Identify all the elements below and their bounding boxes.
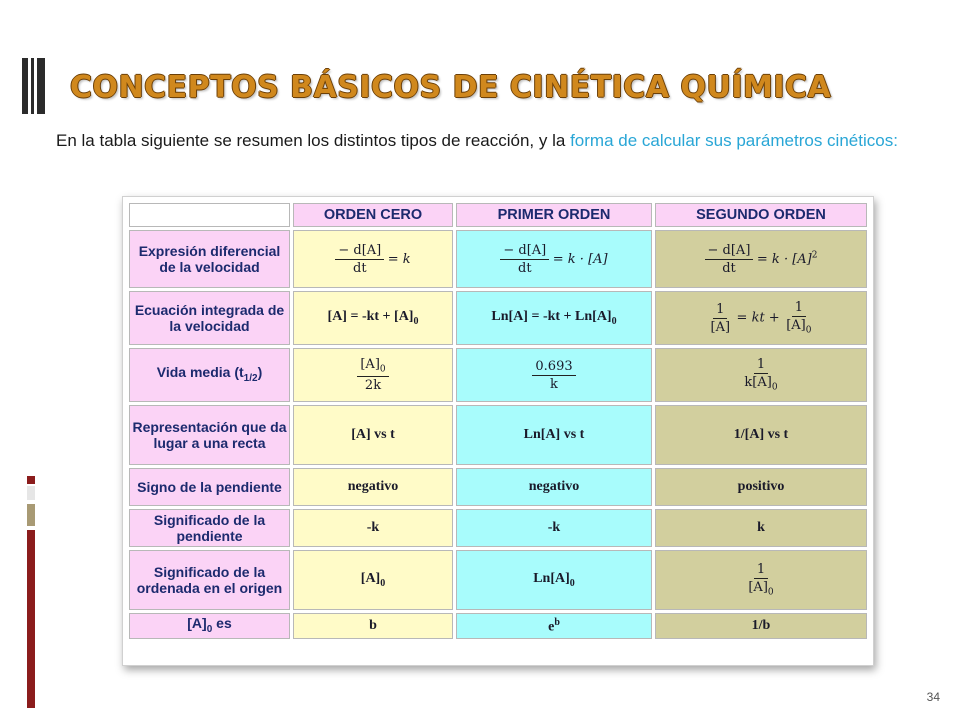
cell-rate-first: $\frac{- d[A]}{dt}$ = k · [A] — [456, 230, 652, 288]
cell-integrated-zero: $[A] = -kt + [A]_0$ — [293, 291, 453, 345]
cell-intercept-second: $\frac{1}{[A]_0}$ — [655, 550, 867, 610]
cell-a0-zero: b — [293, 613, 453, 639]
cell-slope-sign-second: positivo — [655, 468, 867, 506]
col-header-zero-order: ORDEN CERO — [293, 203, 453, 227]
cell-rate-second: $\frac{- d[A]}{dt}$ = $k \cdot [A]^2$ — [655, 230, 867, 288]
slide-title: CONCEPTOS BÁSICOS DE CINÉTICA QUÍMICA — [70, 70, 832, 105]
table-row — [129, 405, 867, 465]
cell-slope-meaning-first: -k — [456, 509, 652, 547]
table-row — [129, 348, 867, 402]
cell-integrated-second: $\frac{1}{[A]}$ = kt + $\frac{1}{[A]_0}$ — [655, 291, 867, 345]
intro-text: En la tabla siguiente se resumen los distintos tipos de reacción, y la forma de calcular sus parámetros cinéticos: — [56, 131, 898, 150]
row-header-a0: $[A]_0$ es — [129, 613, 290, 639]
row-header-integrated: Ecuación integrada de la velocidad — [129, 291, 290, 345]
cell-a0-first: $e^b$ — [456, 613, 652, 639]
cell-a0-second: 1/b — [655, 613, 867, 639]
corner-cell — [129, 203, 290, 227]
kinetics-table — [122, 196, 874, 666]
cell-slope-sign-zero: negativo — [293, 468, 453, 506]
row-header-plot: Representación que da lugar a una recta — [129, 405, 290, 465]
cell-slope-meaning-zero: -k — [293, 509, 453, 547]
row-header-intercept: Significado de la ordenada en el origen — [129, 550, 290, 610]
cell-halflife-zero: $\frac{[A]_0}{2k}$ — [293, 348, 453, 402]
cell-integrated-first: $Ln[A] = -kt + Ln[A]_0$ — [456, 291, 652, 345]
cell-halflife-second: $\frac{1}{k[A]_0}$ — [655, 348, 867, 402]
row-header-rate: Expresión diferencial de la velocidad — [129, 230, 290, 288]
table-row — [129, 509, 867, 547]
table-row — [129, 230, 867, 288]
cell-plot-zero: [A] vs t — [293, 405, 453, 465]
cell-plot-second: 1/[A] vs t — [655, 405, 867, 465]
cell-rate-zero: $\frac{- d[A]}{dt}$ = k — [293, 230, 453, 288]
cell-slope-sign-first: negativo — [456, 468, 652, 506]
table-row — [129, 291, 867, 345]
col-header-first-order: PRIMER ORDEN — [456, 203, 652, 227]
title-decoration — [22, 58, 46, 114]
slide-number: 34 — [926, 690, 940, 704]
intro-highlight: forma de calcular sus parámetros cinéticos — [570, 131, 894, 150]
cell-intercept-first: $Ln[A]_0$ — [456, 550, 652, 610]
col-header-second-order: SEGUNDO ORDEN — [655, 203, 867, 227]
cell-intercept-zero: $[A]_0$ — [293, 550, 453, 610]
table-row — [129, 550, 867, 610]
table-row — [129, 468, 867, 506]
cell-halflife-first: $\frac{0.693}{k}$ — [456, 348, 652, 402]
table-row — [129, 613, 867, 639]
row-header-halflife: Vida media $(t_{1/2})$ — [129, 348, 290, 402]
cell-plot-first: Ln[A] vs t — [456, 405, 652, 465]
cell-slope-meaning-second: k — [655, 509, 867, 547]
row-header-slope-sign: Signo de la pendiente — [129, 468, 290, 506]
row-header-slope-meaning: Significado de la pendiente — [129, 509, 290, 547]
